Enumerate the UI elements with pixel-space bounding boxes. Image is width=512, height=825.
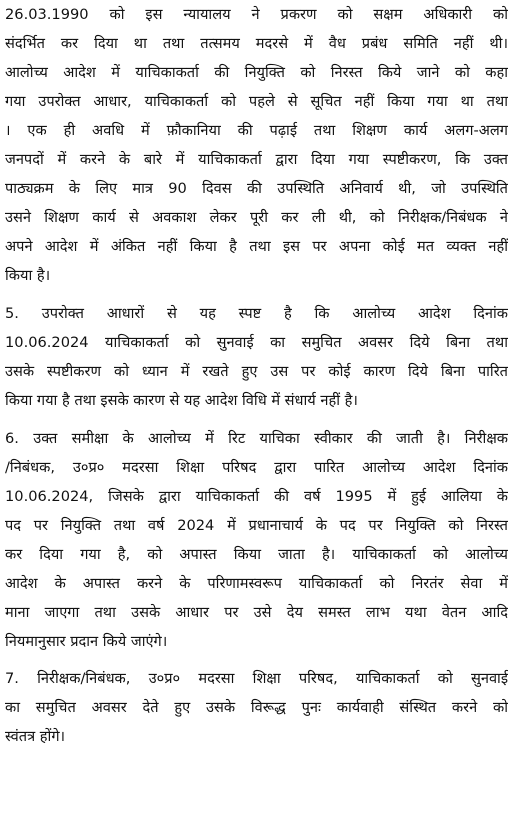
- text-line: नियमानुसार प्रदान किये जाएंगे।: [5, 633, 168, 650]
- paragraph-gap: [5, 415, 508, 424]
- text-line: पद पर नियुक्ति तथा वर्ष 2024 में प्रधानाचार्य के पद पर नियुक्ति को निरस्त: [5, 517, 508, 534]
- text-line: 7. निरीक्षक/निबंधक, उ०प्र० मदरसा शिक्षा परिषद, याचिकाकर्ता को सुनवाई: [5, 670, 508, 687]
- text-line: उसने शिक्षण कार्य से अवकाश लेकर पूरी कर ली थी, को निरीक्षक/निबंधक ने: [5, 209, 508, 226]
- text-line: स्वंतत्र होंगे।: [5, 728, 66, 745]
- text-line: अपने आदेश में अंकित नहीं किया है तथा इस पर अपना कोई मत व्यक्त नहीं: [5, 238, 508, 255]
- paragraph-6: [5, 424, 508, 656]
- text-line: आलोच्य आदेश में याचिकाकर्ता की नियुक्ति को निरस्त किये जाने को कहा: [5, 64, 508, 81]
- text-line: कर दिया गया है, को अपास्त किया जाता है। याचिकाकर्ता को आलोच्य: [5, 546, 508, 563]
- text-line: किया है।: [5, 267, 51, 284]
- text-line: संदर्भित कर दिया था तथा तत्समय मदरसे में वैध प्रबंध समिति नहीं थी।: [5, 35, 508, 52]
- text-line: किया गया है तथा इसके कारण से यह आदेश विधि में संधार्य नहीं है।: [5, 392, 358, 409]
- paragraph-7: [5, 664, 508, 751]
- paragraph-gap: [5, 656, 508, 664]
- text-line: 5. उपरोक्त आधारों से यह स्पष्ट है कि आलोच्य आदेश दिनांक: [5, 305, 508, 322]
- text-line: /निबंधक, उ०प्र० मदरसा शिक्षा परिषद द्वारा पारित आलोच्य आदेश दिनांक: [5, 459, 508, 476]
- text-line: 10.06.2024 याचिकाकर्ता को सुनवाई का समुचित अवसर दिये बिना तथा: [5, 334, 508, 351]
- text-line: माना जाएगा तथा उसके आधार पर उसे देय समस्त लाभ यथा वेतन आदि: [5, 604, 508, 621]
- text-line: 10.06.2024, जिसके द्वारा याचिकाकर्ता की वर्ष 1995 में हुई आलिया के: [5, 488, 508, 505]
- text-line: 26.03.1990 को इस न्यायालय ने प्रकरण को सक्षम अधिकारी को: [5, 6, 508, 23]
- text-line: । एक ही अवधि में फ़ौकानिया की पढ़ाई तथा शिक्षण कार्य अलग-अलग: [5, 122, 508, 139]
- text-line: आदेश के अपास्त करने के परिणामस्वरूप याचिकाकर्ता को निरतंर सेवा में: [5, 575, 508, 592]
- paragraph-continuation: [5, 0, 508, 290]
- text-line: उसके स्पष्टीकरण को ध्यान में रखते हुए उस पर कोई कारण दिये बिना पारित: [5, 363, 508, 380]
- text-line: का समुचित अवसर देते हुए उसके विरूद्ध पुनः कार्यवाही संस्थित करने को: [5, 699, 508, 716]
- text-line: 6. उक्त समीक्षा के आलोच्य में रिट याचिका स्वीकार की जाती है। निरीक्षक: [5, 430, 508, 447]
- paragraph-5: [5, 299, 508, 415]
- text-line: गया उपरोक्त आधार, याचिकाकर्ता को पहले से सूचित नहीं किया गया था तथा: [5, 93, 508, 110]
- text-line: पाठ्यक्रम के लिए मात्र 90 दिवस की उपस्थिति अनिवार्य थी, जो उपस्थिति: [5, 180, 508, 197]
- text-line: जनपदों में करने के बारे में याचिकाकर्ता द्वारा दिया गया स्पष्टीकरण, कि उक्त: [5, 151, 508, 168]
- paragraph-gap: [5, 290, 508, 299]
